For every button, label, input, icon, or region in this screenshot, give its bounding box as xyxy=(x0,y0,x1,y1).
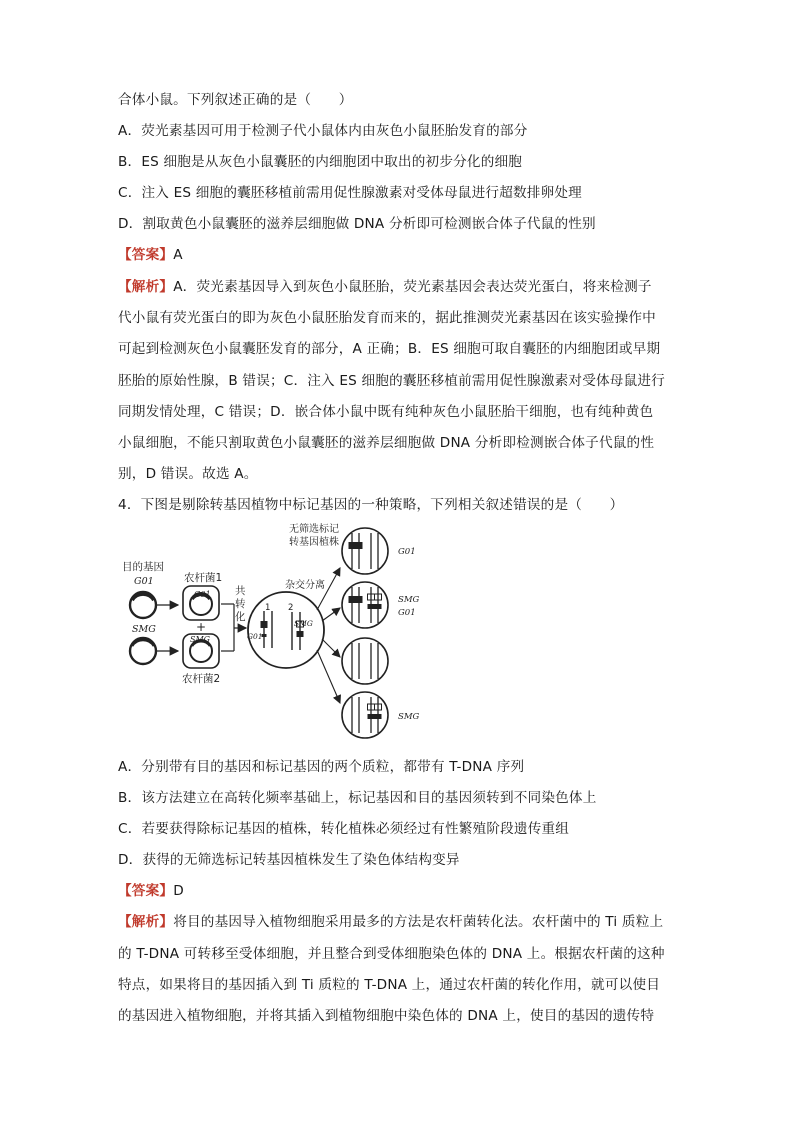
q4-analysis-text-1: 将目的基因导入植物细胞采用最多的方法是农杆菌转化法。农杆菌中的 Ti 质粒上 xyxy=(173,914,664,930)
q3-option-d: D．割取黄色小鼠囊胚的滋养层细胞做 DNA 分析即可检测嵌合体子代鼠的性别 xyxy=(118,216,596,232)
result-cell-4-icon xyxy=(342,692,388,738)
q3-analysis-line-3: 可起到检测灰色小鼠囊胚发育的部分，A 正确；B．ES 细胞可取自囊胚的内细胞团或早期 xyxy=(118,341,661,357)
label-co-1: 共 xyxy=(235,585,246,597)
label-smg-cell: SMG xyxy=(294,619,313,628)
q4-option-d: D．获得的无筛选标记转基因植株发生了染色体结构变异 xyxy=(118,852,460,868)
q3-answer-tag: 【答案】 xyxy=(118,247,174,263)
plasmid-smg-icon xyxy=(130,638,156,664)
q3-analysis-text-1: A．荧光素基因导入到灰色小鼠胚胎，荧光素基因会表达荧光蛋白，将来检测子 xyxy=(173,279,652,295)
label-result4-smg: SMG xyxy=(398,712,420,722)
label-result2-g01: G01 xyxy=(398,608,416,618)
q3-analysis-line-6: 小鼠细胞，不能只割取黄色小鼠囊胚的滋养层细胞做 DNA 分析即检测嵌合体子代鼠的性 xyxy=(118,435,655,451)
label-smg-box: SMG xyxy=(190,635,211,644)
q3-answer xyxy=(118,245,183,265)
label-plus: + xyxy=(196,620,207,634)
gene-strategy-diagram xyxy=(112,518,432,750)
transformed-cell-icon xyxy=(248,592,324,668)
q4-analysis-line-1 xyxy=(118,912,663,932)
q3-analysis-line-5: 同期发情处理，C 错误；D．嵌合体小鼠中既有纯种灰色小鼠胚胎干细胞，也有纯种黄色 xyxy=(118,404,654,420)
label-g01-cell: G01 xyxy=(247,632,263,641)
label-target-gene: 目的基因 xyxy=(122,561,164,573)
q4-answer xyxy=(118,881,184,901)
label-no-marker-2: 转基因植株 xyxy=(289,537,339,548)
q3-analysis-line-4: 胚胎的原始性腺，B 错误；C．注入 ES 细胞的囊胚移植前需用促性腺激素对受体母鼠进行 xyxy=(118,373,665,389)
q4-stem: 4．下图是剔除转基因植物中标记基因的一种策略，下列相关叙述错误的是（ ） xyxy=(118,497,624,513)
plasmid-g01-icon xyxy=(130,592,156,618)
q3-analysis-line-1 xyxy=(118,277,652,297)
label-smg-left: SMG xyxy=(132,624,156,635)
q4-option-a: A．分别带有目的基因和标记基因的两个质粒，都带有 T-DNA 序列 xyxy=(118,759,525,775)
q4-analysis-line-4: 的基因进入植物细胞，并将其插入到植物细胞中染色体的 DNA 上，使目的基因的遗传特 xyxy=(118,1008,655,1024)
q4-answer-tag: 【答案】 xyxy=(118,883,174,899)
q4-option-c: C．若要获得除标记基因的植株，转化植株必须经过有性繁殖阶段遗传重组 xyxy=(118,821,570,837)
result-cell-1-icon xyxy=(342,528,388,574)
q3-analysis-line-7: 别，D 错误。故选 A。 xyxy=(118,466,258,482)
label-result2-smg: SMG xyxy=(398,595,420,605)
q3-option-a: A．荧光素基因可用于检测子代小鼠体内由灰色小鼠胚胎发育的部分 xyxy=(118,123,528,139)
q3-option-c: C．注入 ES 细胞的囊胚移植前需用促性腺激素对受体母鼠进行超数排卵处理 xyxy=(118,185,582,201)
label-g01-box: G01 xyxy=(194,590,211,599)
q3-option-b: B．ES 细胞是从灰色小鼠囊胚的内细胞团中取出的初步分化的细胞 xyxy=(118,154,523,170)
label-agro2: 农杆菌2 xyxy=(182,673,221,685)
arrow-icon xyxy=(322,639,340,657)
label-chrom-1: 1 xyxy=(265,603,271,613)
arrow-icon xyxy=(317,650,340,703)
result-cell-3-icon xyxy=(342,638,388,684)
label-agro1: 农杆菌1 xyxy=(184,572,223,584)
q3-analysis-tag: 【解析】 xyxy=(118,279,174,295)
label-cross-segregation: 杂交分离 xyxy=(285,580,325,591)
result-cell-2-icon xyxy=(342,582,388,628)
q4-option-b: B．该方法建立在高转化频率基础上，标记基因和目的基因须转到不同染色体上 xyxy=(118,790,597,806)
label-no-marker-1: 无筛选标记 xyxy=(289,524,339,535)
q3-stem-tail: 合体小鼠。下列叙述正确的是（ ） xyxy=(118,92,353,108)
q4-analysis-tag: 【解析】 xyxy=(118,914,174,930)
q3-answer-value: A xyxy=(173,247,183,263)
q4-analysis-line-3: 特点，如果将目的基因插入到 Ti 质粒的 T-DNA 上，通过农杆菌的转化作用，就可以使目 xyxy=(118,977,661,993)
q4-answer-value: D xyxy=(173,883,184,899)
q4-analysis-line-2: 的 T-DNA 可转移至受体细胞，并且整合到受体细胞染色体的 DNA 上。根据农杆菌的这种 xyxy=(118,946,665,962)
label-co-3: 化 xyxy=(235,611,246,623)
label-g01-left: G01 xyxy=(134,576,154,587)
q3-analysis-line-2: 代小鼠有荧光蛋白的即为灰色小鼠胚胎发育而来的，据此推测荧光素基因在该实验操作中 xyxy=(118,310,656,326)
label-chrom-2: 2 xyxy=(288,603,294,613)
label-co-2: 转 xyxy=(235,598,246,610)
label-result1-g01: G01 xyxy=(398,547,416,557)
arrow-icon xyxy=(322,608,340,621)
